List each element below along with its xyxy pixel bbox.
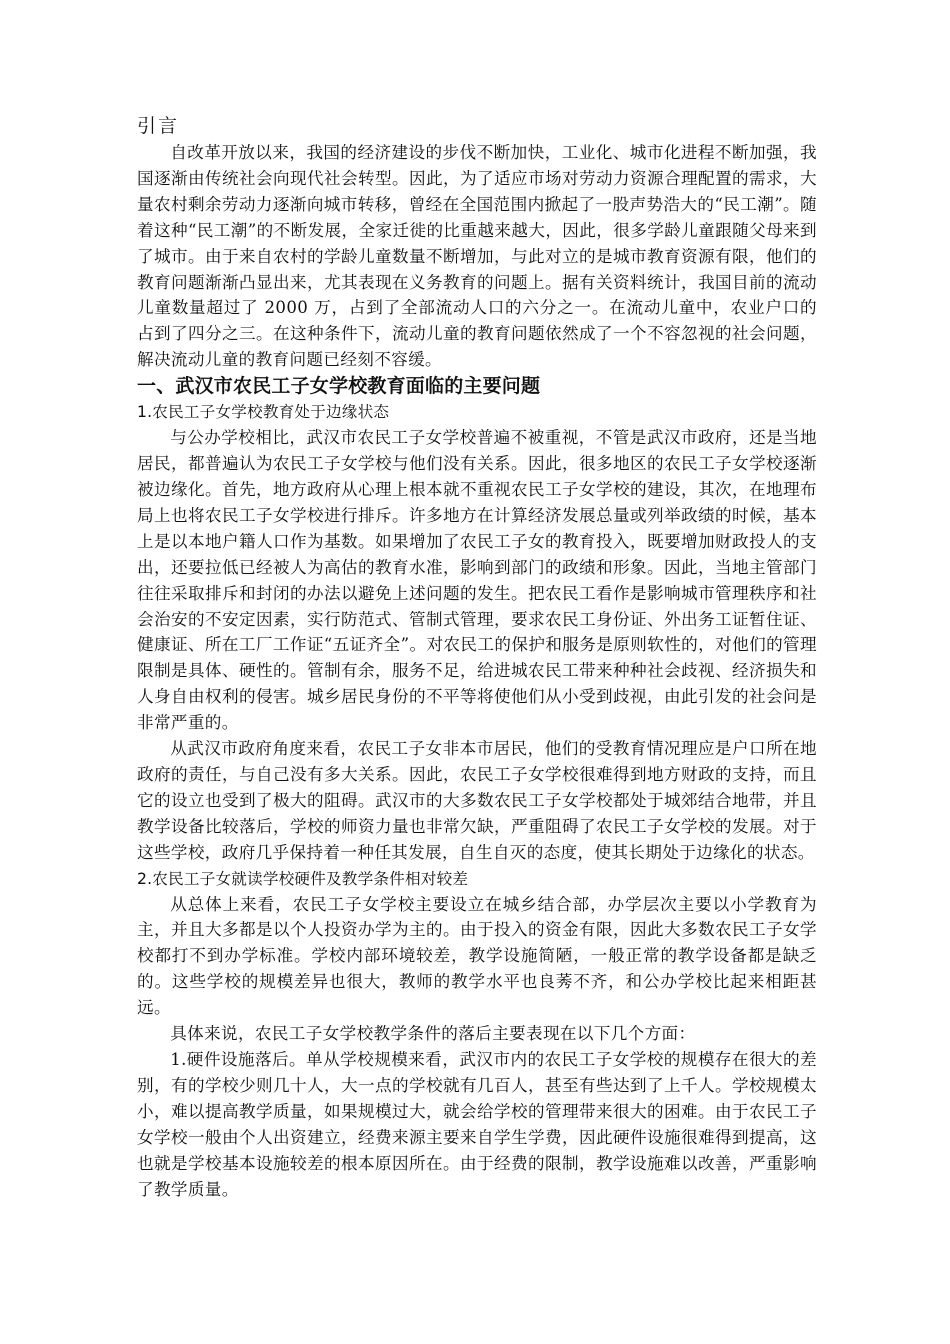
chapter-heading: 一、武汉市农民工子女学校教育面临的主要问题	[137, 375, 541, 398]
intro-paragraph: 自改革开放以来，我国的经济建设的步伐不断加快，工业化、城市化进程不断加强，我国逐渐由传统社会向现代社会转型。因此，为了适应市场对劳动力资源合理配置的需求，大量农村剩余劳动力逐渐向城市转移，曾经在全国范围内掀起了一股声势浩大的“民工潮”。随着这种“民工潮”的不断发展，全家迁徙的比重越来越大，因此，很多学龄儿童跟随父母来到了城市。由于来自农村的学龄儿童数量不断增加，与此对立的是城市教育资源有限，他们的教育问题渐渐凸显出来，尤其表现在义务教育的问题上。据有关资料统计，我国目前的流动儿童数量超过了 2000 万，占到了全部流动人口的六分之一。在流动儿童中，农业户口的占到了四分之三。在这种条件下，流动儿童的教育问题依然成了一个不容忽视的社会问题，解决流动儿童的教育问题已经刻不容缓。	[137, 143, 817, 370]
section-1-heading: 1.农民工子女学校教育处于边缘状态	[137, 403, 390, 422]
section-1-paragraph-1: 与公办学校相比，武汉市农民工子女学校普遍不被重视，不管是武汉市政府，还是当地居民，都普遍认为农民工子女学校与他们没有关系。因此，很多地区的农民工子女学校逐渐被边缘化。首先，地方政府从心理上根本就不重视农民工子女学校的建设，其次，在地理布局上也将农民工子女学校进行排斥。许多地方在计算经济发展总量或列举政绩的时候，基本上是以本地户籍人口作为基数。如果增加了农民工子女的教育投入，既要增加财政投人的支出，还要拉低已经被人为高估的教育水准，影响到部门的政绩和形象。因此，当地主管部门往往采取排斥和封闭的办法以避免上述问题的发生。把农民工看作是影响城市管理秩序和社会治安的不安定因素，实行防范式、管制式管理，要求农民工身份证、外出务工证暂住证、健康证、所在工厂工作证“五证齐全”。对农民工的保护和服务是原则软性的，对他们的管理限制是具体、硬性的。管制有余，服务不足，给进城农民工带来种种社会歧视、经济损失和人身自由权利的侵害。城乡居民身份的不平等将使他们从小受到歧视，由此引发的社会问是非常严重的。	[137, 428, 817, 733]
section-2-paragraph-3: 1.硬件设施落后。单从学校规模来看，武汉市内的农民工子女学校的规模存在很大的差别，有的学校少则几十人，大一点的学校就有几百人，甚至有些达到了上千人。学校规模太小，难以提高教学质量，如果规模过大，就会给学校的管理带来很大的困难。由于农民工子女学校一般由个人出资建立，经费来源主要来自学生学费，因此硬件设施很难得到提高，这也就是学校基本设施较差的根本原因所在。由于经费的限制，教学设施难以改善，严重影响了教学质量。	[137, 1050, 817, 1199]
intro-heading: 引言	[137, 115, 180, 137]
section-2-paragraph-1: 从总体上来看，农民工子女学校主要设立在城乡结合部，办学层次主要以小学教育为主，并且大多都是以个人投资办学为主的。由于投入的资金有限，因此大多数农民工子女学校都打不到办学标准。学校内部环境较差，教学设施简陋，一般正常的教学设备都是缺乏的。这些学校的规模差异也很大，教师的教学水平也良莠不齐，和公办学校比起来相距甚远。	[137, 894, 817, 1018]
section-2-heading: 2.农民工子女就读学校硬件及教学条件相对较差	[137, 869, 469, 888]
section-1-paragraph-2: 从武汉市政府角度来看，农民工子女非本市居民，他们的受教育情况理应是户口所在地政府的责任，与自己没有多大关系。因此，农民工子女学校很难得到地方财政的支持，而且它的设立也受到了极大的阻碍。武汉市的大多数农民工子女学校都处于城郊结合地带，并且教学设备比较落后，学校的师资力量也非常欠缺，严重阻碍了农民工子女学校的发展。对于这些学校，政府几乎保持着一种任其发展，自生自灭的态度，使其长期处于边缘化的状态。	[137, 739, 817, 862]
document-page	[137, 112, 817, 1202]
section-2-paragraph-2: 具体来说，农民工子女学校教学条件的落后主要表现在以下几个方面：	[170, 1024, 696, 1044]
